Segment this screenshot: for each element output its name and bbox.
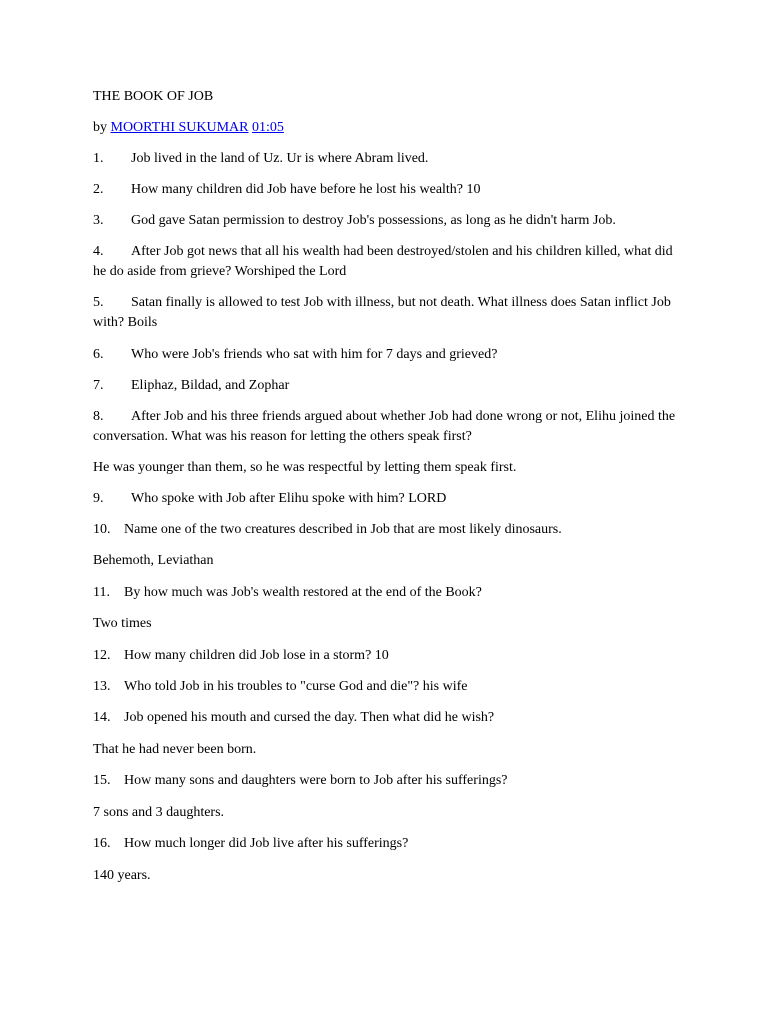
list-item (93, 293, 683, 333)
list-item (93, 149, 683, 169)
byline (93, 118, 683, 138)
item-number: 4. (93, 244, 104, 259)
item-number: 13. (93, 679, 111, 694)
item-text: By how much was Job's wealth restored at the end of the Book? (124, 585, 482, 600)
item-number: 15. (93, 773, 111, 788)
item-text: After Job and his three friends argued about whether Job had done wrong or not, Elihu joined the conversation. What was his reason for letting the others speak first? (93, 409, 676, 444)
item-text: How much longer did Job live after his sufferings? (124, 836, 409, 851)
item-text: After Job got news that all his wealth had been destroyed/stolen and his children killed, what did he do aside from grieve? Worshiped the Lord (93, 244, 673, 279)
item-number: 3. (93, 213, 104, 228)
answer-line: Two times (93, 616, 152, 631)
item-text: Who told Job in his troubles to "curse God and die"? his wife (124, 679, 468, 694)
item-number: 6. (93, 347, 104, 362)
item-text: Job lived in the land of Uz. Ur is where Abram lived. (131, 151, 429, 166)
list-item (93, 489, 683, 509)
item-number: 7. (93, 378, 104, 393)
item-number: 2. (93, 182, 104, 197)
document-title: THE BOOK OF JOB (93, 89, 214, 104)
list-item (93, 180, 683, 200)
item-number: 5. (93, 295, 104, 310)
list-item (93, 834, 683, 854)
item-text: Who were Job's friends who sat with him for 7 days and grieved? (131, 347, 498, 362)
list-item (93, 646, 683, 666)
item-number: 14. (93, 710, 111, 725)
list-item (93, 677, 683, 697)
list-item (93, 376, 683, 396)
item-text: How many sons and daughters were born to Job after his sufferings? (124, 773, 508, 788)
item-number: 8. (93, 409, 104, 424)
list-item (93, 407, 683, 447)
item-number: 10. (93, 522, 111, 537)
item-text: Satan finally is allowed to test Job with illness, but not death. What illness does Satan inflict Job with? Boils (93, 295, 671, 330)
item-number: 12. (93, 648, 111, 663)
answer-line: 140 years. (93, 868, 151, 883)
item-number: 16. (93, 836, 111, 851)
list-item (93, 708, 683, 728)
item-text: Who spoke with Job after Elihu spoke with him? LORD (131, 491, 447, 506)
list-item (93, 771, 683, 791)
list-item (93, 520, 683, 540)
answer-line: 7 sons and 3 daughters. (93, 805, 225, 820)
item-text: Eliphaz, Bildad, and Zophar (131, 378, 290, 393)
answer-line: Behemoth, Leviathan (93, 553, 214, 568)
item-number: 9. (93, 491, 104, 506)
item-text: God gave Satan permission to destroy Job's possessions, as long as he didn't harm Job. (131, 213, 616, 228)
item-text: How many children did Job have before he lost his wealth? 10 (131, 182, 481, 197)
byline-prefix: by (93, 120, 111, 135)
item-number: 1. (93, 151, 104, 166)
item-text: Name one of the two creatures described in Job that are most likely dinosaurs. (124, 522, 562, 537)
list-item (93, 211, 683, 231)
item-text: How many children did Job lose in a storm? 10 (124, 648, 389, 663)
answer-line: That he had never been born. (93, 742, 257, 757)
list-item (93, 242, 683, 282)
list-item (93, 345, 683, 365)
item-text: Job opened his mouth and cursed the day. Then what did he wish? (124, 710, 495, 725)
item-number: 11. (93, 585, 110, 600)
author-link[interactable]: MOORTHI SUKUMAR (110, 120, 249, 135)
list-item (93, 583, 683, 603)
answer-line: He was younger than them, so he was respectful by letting them speak first. (93, 460, 517, 475)
time-link[interactable]: 01:05 (252, 120, 284, 135)
